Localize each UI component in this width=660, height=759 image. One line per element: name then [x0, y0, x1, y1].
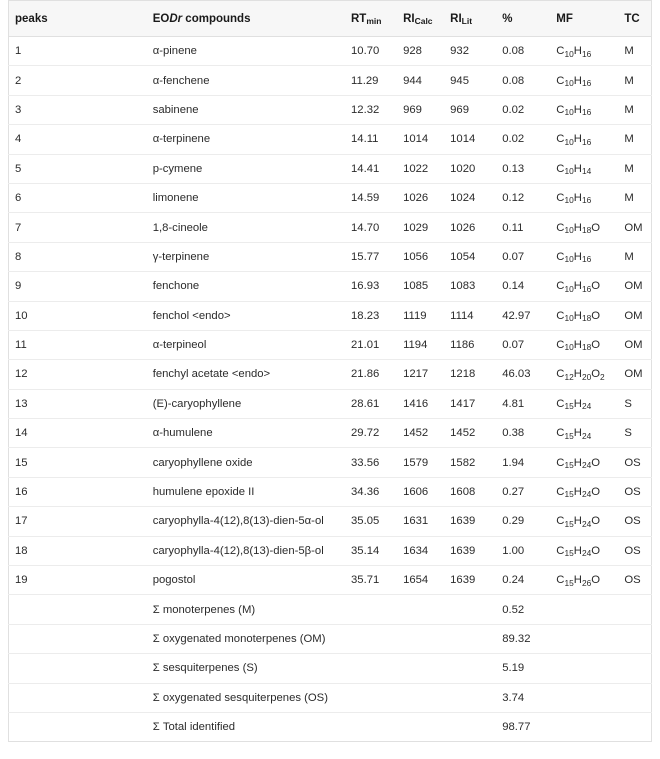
cell-percent-value: 0.02: [496, 95, 552, 124]
cell-peak-number: 15: [9, 448, 147, 477]
cell-molecular-formula: $C_{10}H_{16}$: [552, 125, 620, 154]
cell-ri-calc: 1631: [399, 507, 446, 536]
cell-percent-value: 42.97: [496, 301, 552, 330]
cell-summary-value: 3.74: [496, 683, 552, 712]
cell-summary-spacer: [446, 654, 496, 683]
cell-percent-value: 0.14: [496, 272, 552, 301]
cell-molecular-formula: $C_{10}H_{16}$: [552, 95, 620, 124]
cell-summary-spacer: [446, 595, 496, 624]
cell-ri-calc: 1579: [399, 448, 446, 477]
cell-molecular-formula: $C_{10}H_{16}$: [552, 37, 620, 66]
cell-summary-spacer: [399, 683, 446, 712]
column-header-peaks[interactable]: [9, 1, 147, 37]
cell-summary-label: Σ oxygenated sesquiterpenes (OS): [147, 683, 347, 712]
cell-summary-spacer: [620, 712, 651, 741]
cell-summary-spacer: [9, 683, 147, 712]
table-row: [9, 536, 652, 565]
cell-summary-spacer: [552, 712, 620, 741]
cell-percent-value: 0.27: [496, 477, 552, 506]
column-header-ri-lit-subscript: Lit: [461, 15, 473, 26]
column-header-rt[interactable]: [347, 1, 399, 37]
cell-compound-name: α-fenchene: [147, 66, 347, 95]
table-row: [9, 154, 652, 183]
cell-percent-value: 0.07: [496, 330, 552, 359]
cell-ri-lit: 1114: [446, 301, 496, 330]
cell-summary-spacer: [620, 624, 651, 653]
cell-summary-label: Σ oxygenated monoterpenes (OM): [147, 624, 347, 653]
cell-summary-spacer: [9, 595, 147, 624]
cell-percent-value: 0.38: [496, 419, 552, 448]
cell-compound-name: caryophylla-4(12),8(13)-dien-5β-ol: [147, 536, 347, 565]
column-header-percent-label: %: [502, 12, 513, 25]
cell-compound-name: fenchol <endo>: [147, 301, 347, 330]
cell-percent-value: 0.12: [496, 183, 552, 212]
cell-summary-spacer: [347, 712, 399, 741]
eo-composition-table: [8, 0, 652, 742]
cell-compound-name: γ-terpinene: [147, 242, 347, 271]
cell-percent-value: 0.29: [496, 507, 552, 536]
cell-summary-spacer: [552, 683, 620, 712]
table-row: [9, 95, 652, 124]
column-header-peaks-label: peaks: [15, 12, 48, 25]
column-header-ri-calc-label: RI: [403, 12, 415, 25]
cell-peak-number: 9: [9, 272, 147, 301]
cell-retention-time: 14.70: [347, 213, 399, 242]
cell-compound-name: sabinene: [147, 95, 347, 124]
cell-peak-number: 1: [9, 37, 147, 66]
cell-peak-number: 16: [9, 477, 147, 506]
summary-row: [9, 654, 652, 683]
cell-ri-calc: 1416: [399, 389, 446, 418]
cell-ri-lit: 1417: [446, 389, 496, 418]
column-header-ri-lit-label: RI: [450, 12, 462, 25]
cell-retention-time: 21.86: [347, 360, 399, 389]
cell-terpene-class: M: [620, 125, 651, 154]
cell-retention-time: 10.70: [347, 37, 399, 66]
cell-terpene-class: S: [620, 419, 651, 448]
cell-peak-number: 6: [9, 183, 147, 212]
cell-percent-value: 0.08: [496, 37, 552, 66]
cell-summary-spacer: [9, 624, 147, 653]
cell-ri-lit: 1639: [446, 536, 496, 565]
cell-compound-name: fenchone: [147, 272, 347, 301]
cell-ri-lit: 945: [446, 66, 496, 95]
summary-row: [9, 683, 652, 712]
cell-summary-spacer: [347, 654, 399, 683]
cell-ri-lit: 1218: [446, 360, 496, 389]
cell-ri-lit: 1608: [446, 477, 496, 506]
table-row: [9, 183, 652, 212]
column-header-compounds[interactable]: [147, 1, 347, 37]
cell-summary-spacer: [620, 654, 651, 683]
cell-ri-calc: 1194: [399, 330, 446, 359]
cell-ri-lit: 1582: [446, 448, 496, 477]
cell-ri-calc: 1452: [399, 419, 446, 448]
cell-ri-calc: 969: [399, 95, 446, 124]
cell-peak-number: 11: [9, 330, 147, 359]
cell-retention-time: 29.72: [347, 419, 399, 448]
table-row: [9, 360, 652, 389]
cell-compound-name: pogostol: [147, 566, 347, 595]
cell-molecular-formula: $C_{15}H_{24}$: [552, 389, 620, 418]
cell-retention-time: 16.93: [347, 272, 399, 301]
table-row: [9, 66, 652, 95]
cell-peak-number: 7: [9, 213, 147, 242]
cell-summary-spacer: [399, 712, 446, 741]
cell-percent-value: 0.11: [496, 213, 552, 242]
cell-peak-number: 12: [9, 360, 147, 389]
cell-retention-time: 14.11: [347, 125, 399, 154]
cell-summary-value: 5.19: [496, 654, 552, 683]
cell-molecular-formula: $C_{15}H_{24}O$: [552, 477, 620, 506]
cell-summary-value: 0.52: [496, 595, 552, 624]
cell-terpene-class: OS: [620, 507, 651, 536]
cell-terpene-class: OS: [620, 448, 651, 477]
cell-molecular-formula: $C_{15}H_{26}O$: [552, 566, 620, 595]
cell-molecular-formula: $C_{10}H_{16}O$: [552, 272, 620, 301]
cell-ri-calc: 928: [399, 37, 446, 66]
cell-molecular-formula: $C_{10}H_{18}O$: [552, 301, 620, 330]
cell-molecular-formula: $C_{15}H_{24}O$: [552, 507, 620, 536]
cell-percent-value: 0.08: [496, 66, 552, 95]
table-row: [9, 330, 652, 359]
cell-ri-lit: 1026: [446, 213, 496, 242]
cell-percent-value: 0.02: [496, 125, 552, 154]
cell-terpene-class: M: [620, 37, 651, 66]
cell-peak-number: 19: [9, 566, 147, 595]
table-row: [9, 477, 652, 506]
cell-summary-label: Σ sesquiterpenes (S): [147, 654, 347, 683]
cell-ri-lit: 1083: [446, 272, 496, 301]
cell-summary-spacer: [446, 712, 496, 741]
cell-molecular-formula: $C_{10}H_{18}O$: [552, 330, 620, 359]
cell-peak-number: 17: [9, 507, 147, 536]
cell-percent-value: 0.07: [496, 242, 552, 271]
table-row: [9, 272, 652, 301]
cell-summary-spacer: [552, 654, 620, 683]
cell-percent-value: 46.03: [496, 360, 552, 389]
cell-molecular-formula: $C_{10}H_{16}$: [552, 66, 620, 95]
cell-retention-time: 28.61: [347, 389, 399, 418]
cell-terpene-class: OM: [620, 360, 651, 389]
cell-retention-time: 12.32: [347, 95, 399, 124]
cell-compound-name: α-pinene: [147, 37, 347, 66]
cell-ri-calc: 1634: [399, 536, 446, 565]
column-header-percent[interactable]: [496, 1, 552, 37]
cell-terpene-class: OS: [620, 566, 651, 595]
cell-ri-lit: 1014: [446, 125, 496, 154]
cell-terpene-class: OM: [620, 272, 651, 301]
cell-peak-number: 8: [9, 242, 147, 271]
cell-terpene-class: M: [620, 183, 651, 212]
cell-summary-spacer: [399, 654, 446, 683]
table-row: [9, 419, 652, 448]
cell-retention-time: 11.29: [347, 66, 399, 95]
table-header: [9, 1, 652, 37]
cell-molecular-formula: $C_{15}H_{24}O$: [552, 536, 620, 565]
cell-compound-name: (E)-caryophyllene: [147, 389, 347, 418]
cell-summary-value: 98.77: [496, 712, 552, 741]
cell-compound-name: α-terpineol: [147, 330, 347, 359]
cell-retention-time: 35.71: [347, 566, 399, 595]
table-row: [9, 566, 652, 595]
cell-ri-calc: 1022: [399, 154, 446, 183]
cell-retention-time: 14.59: [347, 183, 399, 212]
cell-ri-lit: 1054: [446, 242, 496, 271]
table-body: [9, 37, 652, 742]
cell-ri-calc: 1654: [399, 566, 446, 595]
column-header-mf-label: MF: [556, 12, 573, 25]
cell-molecular-formula: $C_{15}H_{24}O$: [552, 448, 620, 477]
cell-summary-spacer: [347, 624, 399, 653]
column-header-rt-label: RT: [351, 12, 367, 25]
cell-summary-spacer: [347, 595, 399, 624]
cell-summary-spacer: [552, 624, 620, 653]
cell-ri-calc: 1026: [399, 183, 446, 212]
cell-molecular-formula: $C_{10}H_{14}$: [552, 154, 620, 183]
cell-ri-calc: 1606: [399, 477, 446, 506]
cell-terpene-class: M: [620, 154, 651, 183]
table-row: [9, 242, 652, 271]
cell-ri-lit: 1020: [446, 154, 496, 183]
cell-ri-lit: 1452: [446, 419, 496, 448]
cell-terpene-class: OM: [620, 301, 651, 330]
cell-ri-calc: 1014: [399, 125, 446, 154]
table-row: [9, 507, 652, 536]
cell-summary-value: 89.32: [496, 624, 552, 653]
cell-summary-label: Σ Total identified: [147, 712, 347, 741]
column-header-mf[interactable]: [552, 1, 620, 37]
cell-terpene-class: OS: [620, 477, 651, 506]
column-header-compounds-italic: Dr: [169, 12, 183, 25]
cell-peak-number: 2: [9, 66, 147, 95]
cell-compound-name: 1,8-cineole: [147, 213, 347, 242]
table-header-row: [9, 1, 652, 37]
cell-molecular-formula: $C_{10}H_{16}$: [552, 242, 620, 271]
column-header-tc[interactable]: [620, 1, 651, 37]
cell-percent-value: 4.81: [496, 389, 552, 418]
cell-molecular-formula: $C_{12}H_{20}O_2$: [552, 360, 620, 389]
cell-compound-name: p-cymene: [147, 154, 347, 183]
cell-ri-calc: 1056: [399, 242, 446, 271]
cell-molecular-formula: $C_{10}H_{18}O$: [552, 213, 620, 242]
cell-ri-calc: 1217: [399, 360, 446, 389]
cell-ri-calc: 1029: [399, 213, 446, 242]
cell-summary-spacer: [399, 595, 446, 624]
table-row: [9, 301, 652, 330]
cell-summary-spacer: [620, 595, 651, 624]
cell-compound-name: α-terpinene: [147, 125, 347, 154]
column-header-ri-lit[interactable]: [446, 1, 496, 37]
table-row: [9, 448, 652, 477]
cell-ri-calc: 1119: [399, 301, 446, 330]
cell-peak-number: 14: [9, 419, 147, 448]
cell-ri-calc: 944: [399, 66, 446, 95]
column-header-ri-calc[interactable]: [399, 1, 446, 37]
cell-molecular-formula: $C_{10}H_{16}$: [552, 183, 620, 212]
cell-summary-spacer: [446, 683, 496, 712]
cell-peak-number: 10: [9, 301, 147, 330]
column-header-rt-subscript: min: [366, 15, 382, 26]
cell-retention-time: 14.41: [347, 154, 399, 183]
cell-terpene-class: M: [620, 242, 651, 271]
cell-retention-time: 35.14: [347, 536, 399, 565]
summary-row: [9, 712, 652, 741]
cell-ri-calc: 1085: [399, 272, 446, 301]
column-header-tc-label: TC: [624, 12, 640, 25]
table-row: [9, 213, 652, 242]
cell-compound-name: fenchyl acetate <endo>: [147, 360, 347, 389]
cell-compound-name: limonene: [147, 183, 347, 212]
cell-summary-spacer: [347, 683, 399, 712]
cell-retention-time: 34.36: [347, 477, 399, 506]
cell-terpene-class: OM: [620, 330, 651, 359]
column-header-compounds-suffix: compounds: [182, 12, 251, 25]
cell-summary-spacer: [399, 624, 446, 653]
column-header-ri-calc-subscript: Calc: [414, 15, 433, 26]
cell-peak-number: 13: [9, 389, 147, 418]
cell-summary-spacer: [9, 712, 147, 741]
cell-terpene-class: M: [620, 95, 651, 124]
cell-peak-number: 5: [9, 154, 147, 183]
cell-summary-spacer: [552, 595, 620, 624]
cell-ri-lit: 969: [446, 95, 496, 124]
cell-percent-value: 1.00: [496, 536, 552, 565]
cell-ri-lit: 1639: [446, 507, 496, 536]
cell-summary-spacer: [446, 624, 496, 653]
cell-ri-lit: 1024: [446, 183, 496, 212]
cell-peak-number: 3: [9, 95, 147, 124]
cell-percent-value: 1.94: [496, 448, 552, 477]
table-row: [9, 37, 652, 66]
cell-ri-lit: 1639: [446, 566, 496, 595]
cell-retention-time: 21.01: [347, 330, 399, 359]
column-header-compounds-prefix: EO: [152, 12, 170, 25]
cell-peak-number: 18: [9, 536, 147, 565]
cell-percent-value: 0.13: [496, 154, 552, 183]
cell-retention-time: 15.77: [347, 242, 399, 271]
cell-retention-time: 35.05: [347, 507, 399, 536]
cell-ri-lit: 932: [446, 37, 496, 66]
cell-summary-spacer: [620, 683, 651, 712]
cell-summary-label: Σ monoterpenes (M): [147, 595, 347, 624]
cell-summary-spacer: [9, 654, 147, 683]
table-row: [9, 125, 652, 154]
cell-retention-time: 33.56: [347, 448, 399, 477]
cell-compound-name: humulene epoxide II: [147, 477, 347, 506]
cell-terpene-class: OS: [620, 536, 651, 565]
cell-percent-value: 0.24: [496, 566, 552, 595]
cell-ri-lit: 1186: [446, 330, 496, 359]
cell-retention-time: 18.23: [347, 301, 399, 330]
summary-row: [9, 624, 652, 653]
cell-compound-name: caryophyllene oxide: [147, 448, 347, 477]
cell-terpene-class: M: [620, 66, 651, 95]
cell-terpene-class: S: [620, 389, 651, 418]
table-row: [9, 389, 652, 418]
cell-compound-name: α-humulene: [147, 419, 347, 448]
summary-row: [9, 595, 652, 624]
cell-terpene-class: OM: [620, 213, 651, 242]
cell-compound-name: caryophylla-4(12),8(13)-dien-5α-ol: [147, 507, 347, 536]
cell-peak-number: 4: [9, 125, 147, 154]
cell-molecular-formula: $C_{15}H_{24}$: [552, 419, 620, 448]
